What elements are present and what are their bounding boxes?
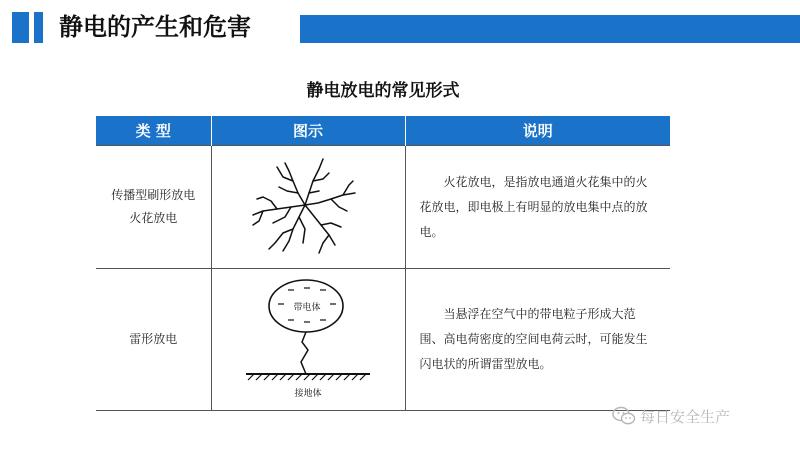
discharge-forms-table (96, 116, 670, 411)
column-header-diagram: 图示 (211, 116, 405, 146)
spark-discharge-icon (243, 153, 373, 261)
type-cell (96, 146, 211, 269)
table-row (96, 146, 670, 269)
type-cell (96, 269, 211, 411)
description-cell (405, 269, 670, 411)
type-label: 火花放电 (129, 211, 178, 225)
header-accent-bar (300, 15, 800, 43)
type-label: 雷形放电 (129, 332, 178, 346)
column-header-description: 说明 (405, 116, 670, 146)
table-title: 静电放电的常见形式 (306, 81, 460, 101)
type-label: 传播型刷形放电 (111, 188, 196, 202)
wechat-icon (612, 406, 636, 426)
description-cell (405, 146, 670, 269)
page-title: 静电的产生和危害 (59, 13, 251, 41)
header-accent-block (12, 12, 29, 43)
header-accent-block-small (34, 12, 43, 43)
table-header-row (96, 116, 670, 146)
charged-body-label: 带电体 (293, 302, 321, 313)
diagram-cell (211, 269, 405, 411)
column-header-type: 类 型 (96, 116, 211, 146)
ground-label: 接地体 (294, 388, 322, 399)
table-row (96, 269, 670, 411)
lightning-discharge-icon (238, 276, 378, 404)
description-text: 火花放电，是指放电通道火花集中的火花放电，即电极上有明显的放电集中点的放电。 (419, 174, 648, 239)
watermark-text: 每日安全生产 (640, 407, 731, 426)
description-text: 当悬浮在空气中的带电粒子形成大范围、高电荷密度的空间电荷云时，可能发生闪电状的所谓雷型放电。 (419, 307, 648, 371)
diagram-cell (211, 146, 405, 269)
discharge-path-icon (301, 332, 308, 374)
watermark (612, 404, 730, 428)
